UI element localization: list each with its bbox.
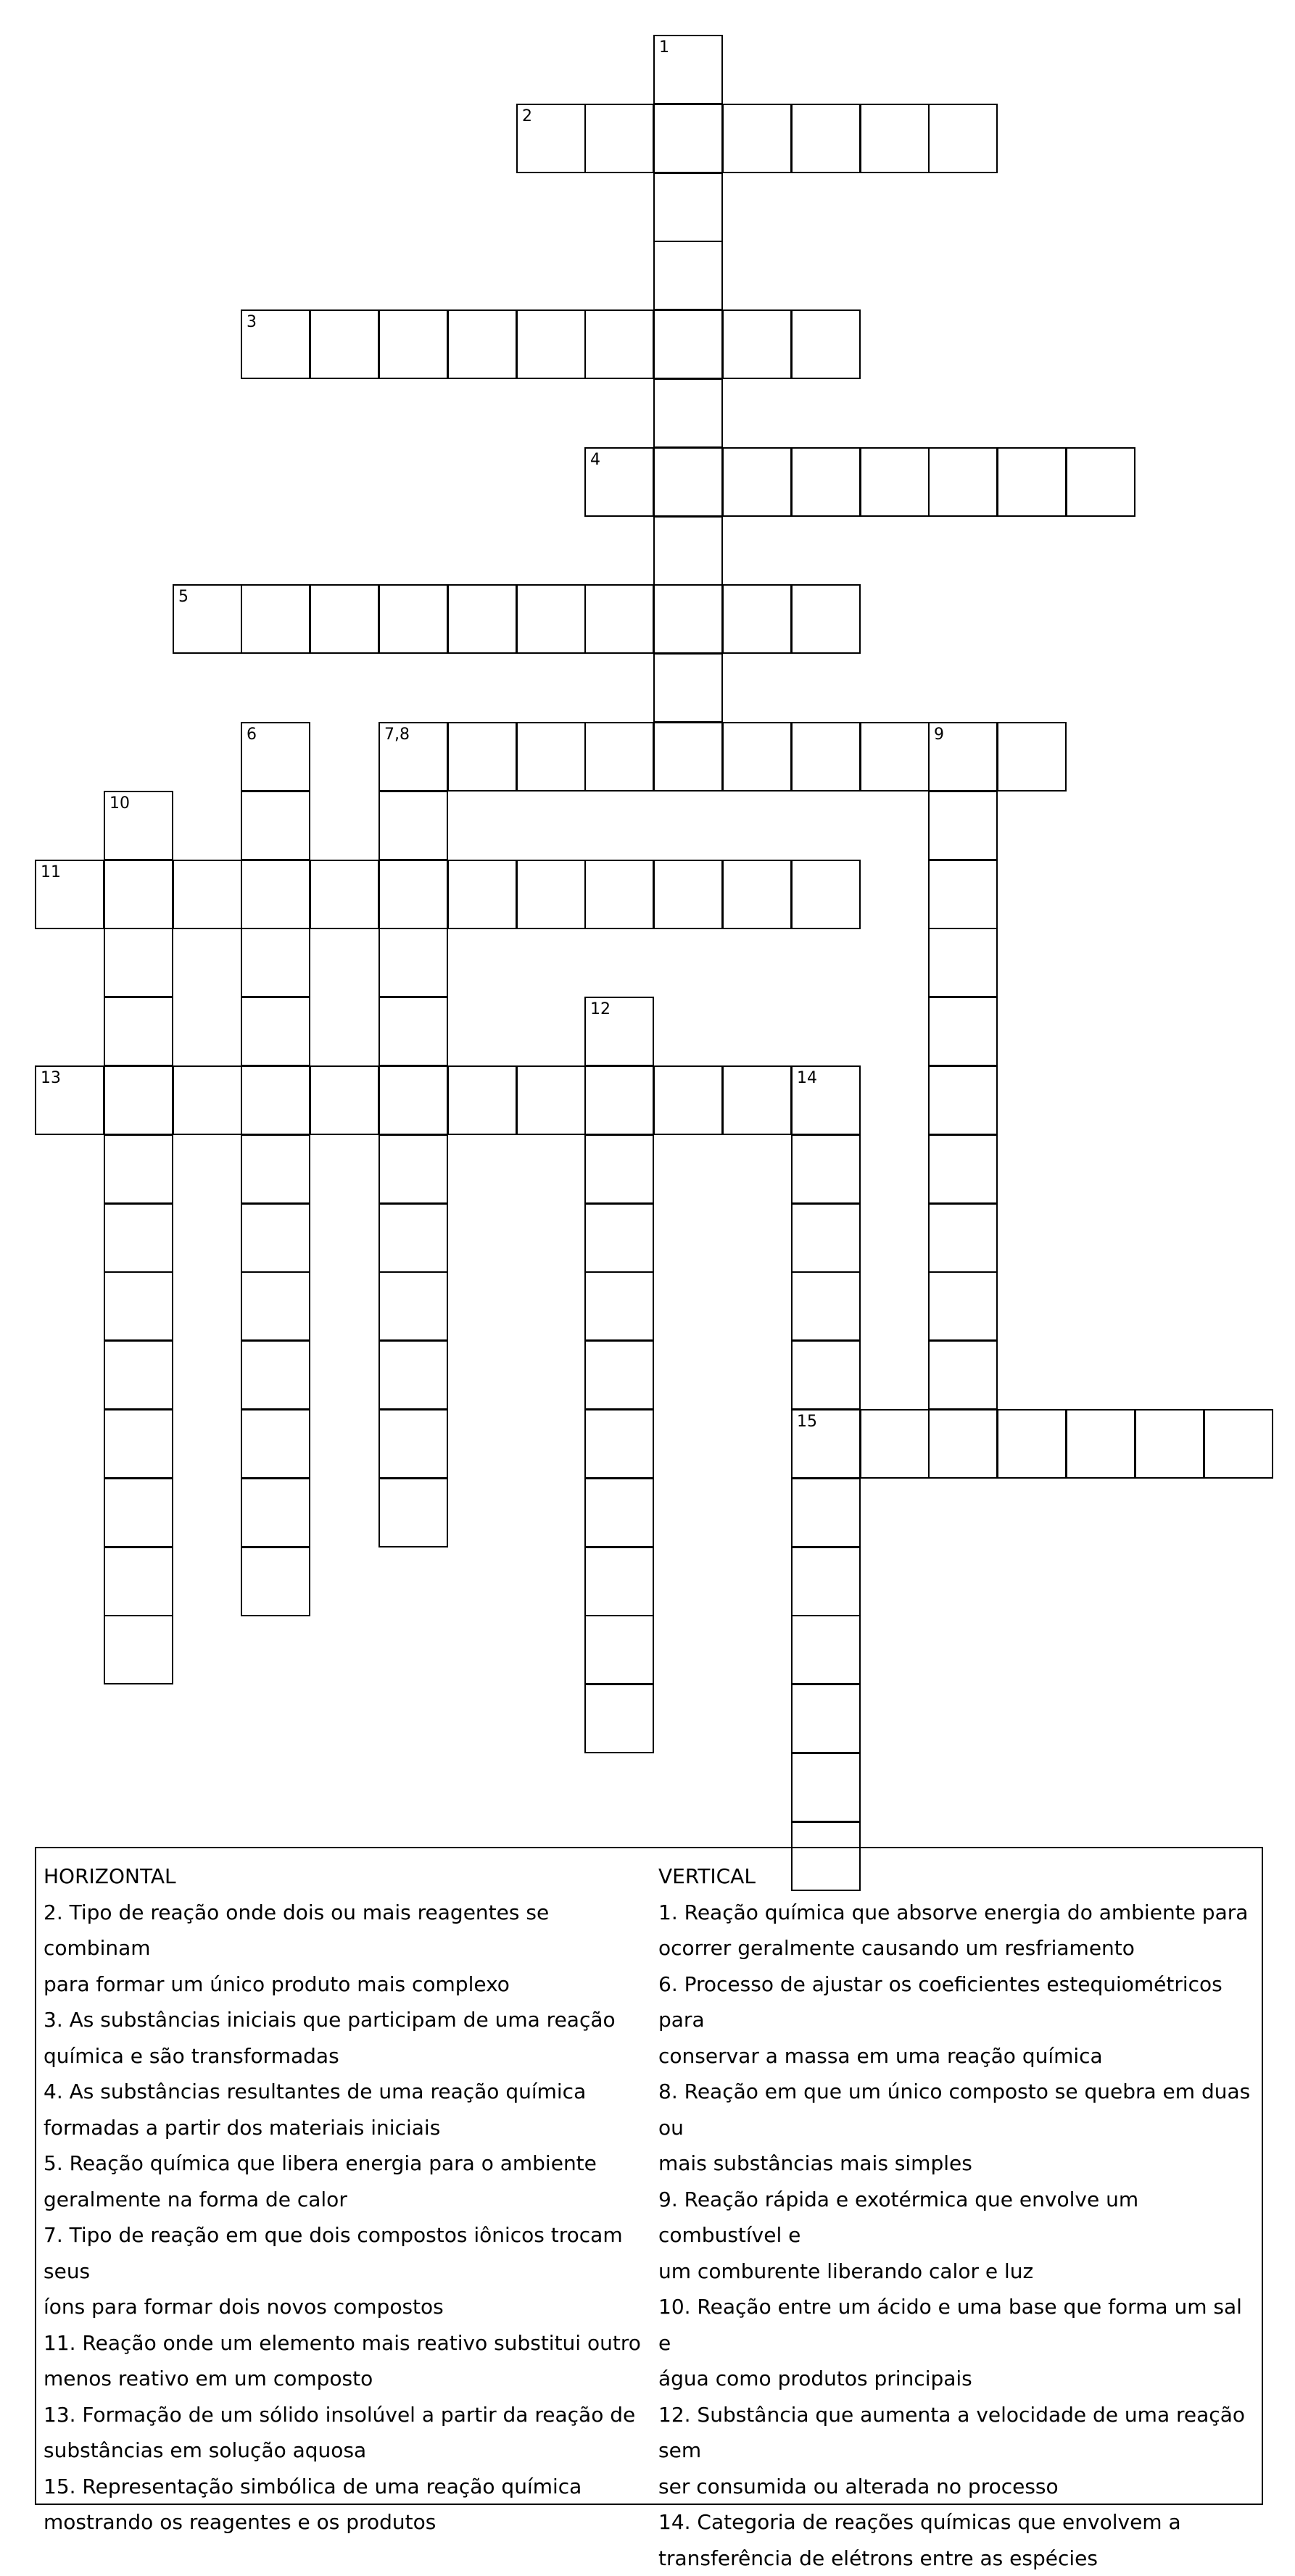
grid-cell[interactable]: [104, 1065, 173, 1135]
grid-cell[interactable]: [104, 791, 173, 860]
grid-cell[interactable]: [791, 447, 861, 517]
grid-cell[interactable]: [378, 584, 448, 654]
grid-cell[interactable]: [722, 104, 792, 173]
grid-cell[interactable]: [584, 860, 654, 929]
grid-cell[interactable]: [791, 1684, 861, 1753]
grid-cell[interactable]: [104, 997, 173, 1066]
grid-cell[interactable]: [928, 1409, 998, 1479]
grid-cell[interactable]: [310, 309, 379, 379]
grid-cell[interactable]: [791, 1134, 861, 1204]
clue-vertical-10: 10. Reação entre um ácido e uma base que forma um sal e água como produtos principais: [658, 2295, 1242, 2390]
grid-cell[interactable]: [791, 104, 861, 173]
grid-cell[interactable]: [722, 309, 792, 379]
grid-cell[interactable]: [378, 791, 448, 860]
grid-cell[interactable]: [653, 860, 723, 929]
clue-number: 3: [247, 313, 257, 331]
horizontal-title: HORIZONTAL: [44, 1864, 176, 1888]
grid-cell[interactable]: [104, 1615, 173, 1684]
clue-vertical-1: 1. Reação química que absorve energia do ambiente para ocorrer geralmente causando um resfriamento: [658, 1900, 1249, 1960]
grid-cell[interactable]: [447, 309, 517, 379]
grid-cell[interactable]: [584, 1340, 654, 1410]
grid-cell[interactable]: [791, 1340, 861, 1410]
clue-number: 14: [797, 1069, 817, 1087]
grid-cell[interactable]: [653, 516, 723, 586]
grid-cell[interactable]: [1066, 447, 1135, 517]
clue-number: 15: [797, 1413, 817, 1431]
grid-cell[interactable]: [447, 584, 517, 654]
clue-number: 7,8: [384, 726, 410, 744]
grid-cell[interactable]: [104, 1271, 173, 1341]
grid-cell[interactable]: [722, 860, 792, 929]
grid-cell[interactable]: [104, 1203, 173, 1273]
grid-cell[interactable]: [378, 1134, 448, 1204]
grid-cell[interactable]: [104, 1409, 173, 1479]
clues-box: [35, 1847, 1263, 2570]
grid-cell[interactable]: [241, 1203, 310, 1273]
grid-cell[interactable]: [584, 1478, 654, 1547]
grid-cell[interactable]: [241, 1065, 310, 1135]
grid-cell[interactable]: [584, 1409, 654, 1479]
grid-cell[interactable]: [104, 1478, 173, 1547]
grid-cell[interactable]: [241, 1340, 310, 1410]
grid-cell[interactable]: [516, 584, 586, 654]
grid-cell[interactable]: [241, 1134, 310, 1204]
grid-cell[interactable]: [722, 1065, 792, 1135]
grid-cell[interactable]: [584, 584, 654, 654]
grid-cell[interactable]: [653, 378, 723, 448]
grid-cell[interactable]: [104, 1134, 173, 1204]
grid-cell[interactable]: [791, 722, 861, 792]
grid-cell[interactable]: [378, 1065, 448, 1135]
grid-cell[interactable]: [584, 104, 654, 173]
grid-cell[interactable]: [653, 447, 723, 517]
clue-horizontal-4: 4. As substâncias resultantes de uma reação química formadas a partir dos materiais iniciais: [44, 2080, 587, 2140]
grid-cell[interactable]: [997, 447, 1067, 517]
grid-cell[interactable]: [928, 1065, 998, 1135]
grid-cell[interactable]: [173, 860, 242, 929]
grid-cell[interactable]: [791, 1478, 861, 1547]
grid-cell[interactable]: [928, 1203, 998, 1273]
clue-vertical-9: 9. Reação rápida e exotérmica que envolve um combustível e um comburente liberando calor e luz: [658, 2187, 1139, 2283]
clue-number: 1: [659, 38, 669, 57]
grid-cell[interactable]: [241, 928, 310, 997]
grid-cell[interactable]: [378, 722, 448, 792]
grid-cell[interactable]: [241, 722, 310, 792]
grid-cell[interactable]: [791, 1203, 861, 1273]
grid-cell[interactable]: [928, 928, 998, 997]
grid-cell[interactable]: [173, 1065, 242, 1135]
grid-cell[interactable]: [791, 1065, 861, 1135]
grid-cell[interactable]: [173, 584, 242, 654]
clue-number: 9: [934, 726, 944, 744]
grid-cell[interactable]: [584, 722, 654, 792]
grid-cell[interactable]: [791, 584, 861, 654]
grid-cell[interactable]: [653, 653, 723, 723]
clue-number: 13: [41, 1069, 61, 1087]
clue-horizontal-13: 13. Formação de um sólido insolúvel a partir da reação de substâncias em solução aquosa: [44, 2402, 636, 2462]
grid-cell[interactable]: [928, 447, 998, 517]
grid-cell[interactable]: [104, 860, 173, 929]
grid-cell[interactable]: [584, 1615, 654, 1684]
grid-cell[interactable]: [1066, 1409, 1135, 1479]
grid-cell[interactable]: [928, 1340, 998, 1410]
clue-horizontal-11: 11. Reação onde um elemento mais reativo substitui outro menos reativo em um composto: [44, 2330, 641, 2390]
clue-number: 10: [109, 794, 130, 813]
grid-cell[interactable]: [310, 1065, 379, 1135]
grid-cell[interactable]: [928, 1271, 998, 1341]
grid-cell[interactable]: [241, 584, 310, 654]
grid-cell[interactable]: [791, 1271, 861, 1341]
grid-cell[interactable]: [241, 997, 310, 1066]
clue-horizontal-2: 2. Tipo de reação onde dois ou mais reagentes se combinam para formar um único produto mais complexo: [44, 1900, 550, 1996]
grid-cell[interactable]: [584, 1203, 654, 1273]
grid-cell[interactable]: [928, 104, 998, 173]
clue-horizontal-15: 15. Representação simbólica de uma reação química mostrando os reagentes e os produtos: [44, 2474, 582, 2534]
grid-cell[interactable]: [378, 1271, 448, 1341]
grid-cell[interactable]: [35, 1065, 104, 1135]
clue-number: 2: [522, 107, 532, 125]
grid-cell[interactable]: [104, 1340, 173, 1410]
grid-cell[interactable]: [241, 1478, 310, 1547]
clue-horizontal-7: 7. Tipo de reação em que dois compostos iônicos trocam seus íons para formar dois novos compostos: [44, 2223, 623, 2319]
vertical-title: VERTICAL: [658, 1864, 756, 1888]
clue-vertical-14: 14. Categoria de reações químicas que envolvem a transferência de elétrons entre as espécies: [658, 2510, 1181, 2570]
clue-horizontal-5: 5. Reação química que libera energia para o ambiente geralmente na forma de calor: [44, 2151, 597, 2211]
grid-cell[interactable]: [1135, 1409, 1204, 1479]
clue-vertical-12: 12. Substância que aumenta a velocidade de uma reação sem ser consumida ou alterada no processo: [658, 2402, 1245, 2498]
grid-cell[interactable]: [791, 1409, 861, 1479]
clue-number: 11: [41, 863, 61, 881]
grid-cell[interactable]: [35, 860, 104, 929]
clue-vertical-6: 6. Processo de ajustar os coeficientes estequiométricos para conservar a massa em uma reação química: [658, 1972, 1222, 2068]
grid-cell[interactable]: [653, 104, 723, 173]
grid-cell[interactable]: [860, 1409, 930, 1479]
clue-number: 5: [178, 588, 189, 606]
grid-cell[interactable]: [516, 1065, 586, 1135]
grid-cell[interactable]: [447, 722, 517, 792]
grid-cell[interactable]: [584, 1271, 654, 1341]
clue-horizontal-3: 3. As substâncias iniciais que participam de uma reação química e são transformadas: [44, 2008, 616, 2068]
clue-number: 6: [247, 726, 257, 744]
grid-cell[interactable]: [310, 860, 379, 929]
grid-cell[interactable]: [378, 1409, 448, 1479]
grid-cell[interactable]: [997, 722, 1067, 792]
grid-cell[interactable]: [378, 928, 448, 997]
grid-cell[interactable]: [791, 309, 861, 379]
grid-cell[interactable]: [584, 1134, 654, 1204]
grid-cell[interactable]: [653, 1065, 723, 1135]
grid-cell[interactable]: [310, 584, 379, 654]
grid-cell[interactable]: [241, 1547, 310, 1616]
grid-cell[interactable]: [653, 722, 723, 792]
grid-cell[interactable]: [584, 997, 654, 1066]
grid-cell[interactable]: [653, 35, 723, 104]
grid-cell[interactable]: [378, 860, 448, 929]
grid-cell[interactable]: [791, 1547, 861, 1616]
grid-cell[interactable]: [584, 447, 654, 517]
grid-cell[interactable]: [860, 447, 930, 517]
grid-cell[interactable]: [516, 104, 586, 173]
grid-cell[interactable]: [516, 860, 586, 929]
grid-cell[interactable]: [722, 584, 792, 654]
clue-vertical-8: 8. Reação em que um único composto se quebra em duas ou mais substâncias mais simples: [658, 2080, 1251, 2175]
grid-cell[interactable]: [722, 447, 792, 517]
grid-cell[interactable]: [928, 791, 998, 860]
grid-cell[interactable]: [378, 997, 448, 1066]
grid-cell[interactable]: [722, 722, 792, 792]
grid-cell[interactable]: [928, 722, 998, 792]
grid-cell[interactable]: [241, 309, 310, 379]
grid-cell[interactable]: [584, 309, 654, 379]
grid-cell[interactable]: [516, 722, 586, 792]
grid-cell[interactable]: [241, 860, 310, 929]
grid-cell[interactable]: [378, 309, 448, 379]
clue-number: 12: [590, 1000, 611, 1018]
grid-cell[interactable]: [791, 1753, 861, 1822]
grid-cell[interactable]: [860, 104, 930, 173]
grid-cell[interactable]: [447, 1065, 517, 1135]
grid-cell[interactable]: [241, 1271, 310, 1341]
clue-number: 4: [590, 451, 600, 469]
grid-cell[interactable]: [378, 1203, 448, 1273]
grid-cell[interactable]: [653, 584, 723, 654]
grid-cell[interactable]: [928, 860, 998, 929]
grid-cell[interactable]: [997, 1409, 1067, 1479]
grid-cell[interactable]: [653, 241, 723, 310]
grid-cell[interactable]: [860, 722, 930, 792]
grid-cell[interactable]: [653, 309, 723, 379]
horizontal-clues: [44, 1858, 660, 2540]
grid-cell[interactable]: [584, 1065, 654, 1135]
grid-cell[interactable]: [928, 1134, 998, 1204]
grid-cell[interactable]: [516, 309, 586, 379]
grid-cell[interactable]: [791, 860, 861, 929]
grid-cell[interactable]: [378, 1478, 448, 1547]
grid-cell[interactable]: [653, 173, 723, 242]
grid-cell[interactable]: [378, 1340, 448, 1410]
grid-cell[interactable]: [1204, 1409, 1273, 1479]
grid-cell[interactable]: [447, 860, 517, 929]
grid-cell[interactable]: [241, 1409, 310, 1479]
grid-cell[interactable]: [791, 1615, 861, 1684]
grid-cell[interactable]: [584, 1684, 654, 1753]
grid-cell[interactable]: [928, 997, 998, 1066]
grid-cell[interactable]: [104, 928, 173, 997]
vertical-clues: [658, 1858, 1260, 2576]
grid-cell[interactable]: [241, 791, 310, 860]
grid-cell[interactable]: [584, 1547, 654, 1616]
grid-cell[interactable]: [104, 1547, 173, 1616]
